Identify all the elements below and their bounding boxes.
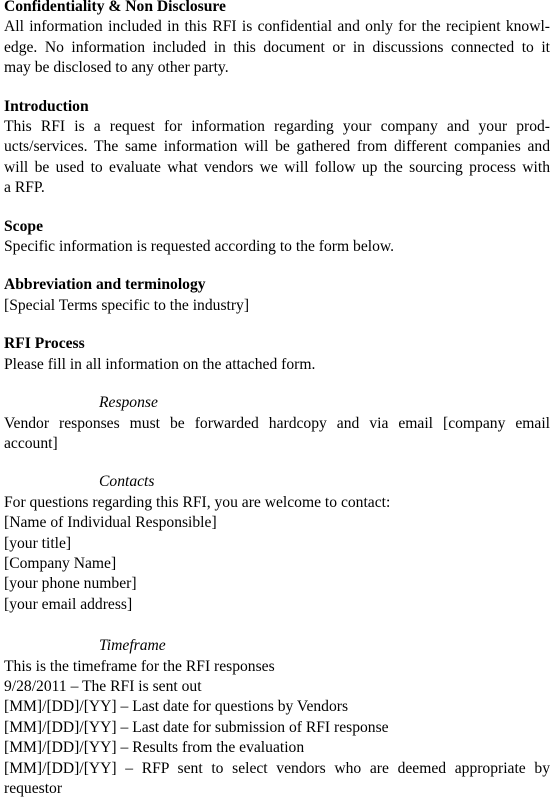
section-title-rfi-process: RFI Process bbox=[4, 335, 85, 353]
section-confidentiality bbox=[4, 0, 550, 79]
section-title-scope: Scope bbox=[4, 217, 43, 235]
paragraph-line: account] bbox=[4, 434, 58, 452]
spacer bbox=[4, 454, 550, 472]
spacer bbox=[4, 79, 550, 97]
section-title-abbreviation: Abbreviation and terminology bbox=[4, 276, 206, 294]
document-page bbox=[4, 0, 550, 799]
contact-title: [your title] bbox=[4, 534, 72, 552]
spacer bbox=[4, 257, 550, 275]
section-title-introduction: Introduction bbox=[4, 97, 89, 115]
paragraph-line: [Special Terms specific to the industry] bbox=[4, 296, 250, 314]
paragraph-line: Vendor responses must be forwarded hardcopy and via email [company email bbox=[4, 414, 550, 432]
paragraph-line: Specific information is requested according to the form below. bbox=[4, 238, 395, 256]
section-abbreviation bbox=[4, 275, 550, 316]
paragraph-line: may be disclosed to any other party. bbox=[4, 59, 229, 77]
subsection-contacts bbox=[4, 472, 550, 615]
subsection-response bbox=[4, 393, 550, 454]
paragraph-line: a RFP. bbox=[4, 179, 45, 197]
timeframe-item: 9/28/2011 – The RFI is sent out bbox=[4, 677, 202, 695]
paragraph-line: ucts/services. The same information will be gathered from different companies and bbox=[4, 138, 550, 156]
paragraph-line: edge. No information included in this document or in discussions connected to it bbox=[4, 38, 550, 56]
spacer bbox=[4, 316, 550, 334]
timeframe-item: [MM]/[DD]/[YY] – Last date for submission of RFI response bbox=[4, 718, 389, 736]
paragraph-line: Please fill in all information on the attached form. bbox=[4, 355, 316, 373]
timeframe-item-continuation: requestor bbox=[4, 780, 63, 797]
spacer bbox=[4, 199, 550, 217]
subsection-title-response: Response bbox=[99, 394, 158, 412]
section-scope bbox=[4, 217, 550, 258]
spacer bbox=[4, 375, 550, 393]
paragraph-line: will be used to evaluate what vendors we will follow up the sourcing process with bbox=[4, 158, 550, 176]
subsection-title-timeframe: Timeframe bbox=[99, 637, 166, 655]
timeframe-item: [MM]/[DD]/[YY] – RFP sent to select vendors who are deemed appropriate by bbox=[4, 759, 550, 777]
paragraph-line: For questions regarding this RFI, you are welcome to contact: bbox=[4, 493, 391, 511]
timeframe-item: [MM]/[DD]/[YY] – Last date for questions by Vendors bbox=[4, 698, 349, 716]
contact-name: [Name of Individual Responsible] bbox=[4, 514, 217, 532]
contact-email: [your email address] bbox=[4, 595, 133, 613]
spacer bbox=[4, 615, 550, 636]
contact-company: [Company Name] bbox=[4, 554, 117, 572]
section-rfi-process bbox=[4, 334, 550, 375]
section-introduction bbox=[4, 97, 550, 199]
section-title-confidentiality: Confidentiality & Non Disclosure bbox=[4, 0, 226, 15]
paragraph-line: All information included in this RFI is confidential and only for the recipient knowl- bbox=[4, 18, 550, 36]
timeframe-intro: This is the timeframe for the RFI responses bbox=[4, 657, 275, 675]
paragraph-line: This RFI is a request for information regarding your company and your prod- bbox=[4, 118, 550, 136]
contact-phone: [your phone number] bbox=[4, 575, 137, 593]
subsection-timeframe bbox=[4, 636, 550, 799]
subsection-title-contacts: Contacts bbox=[99, 473, 155, 491]
timeframe-item: [MM]/[DD]/[YY] – Results from the evaluation bbox=[4, 739, 305, 757]
